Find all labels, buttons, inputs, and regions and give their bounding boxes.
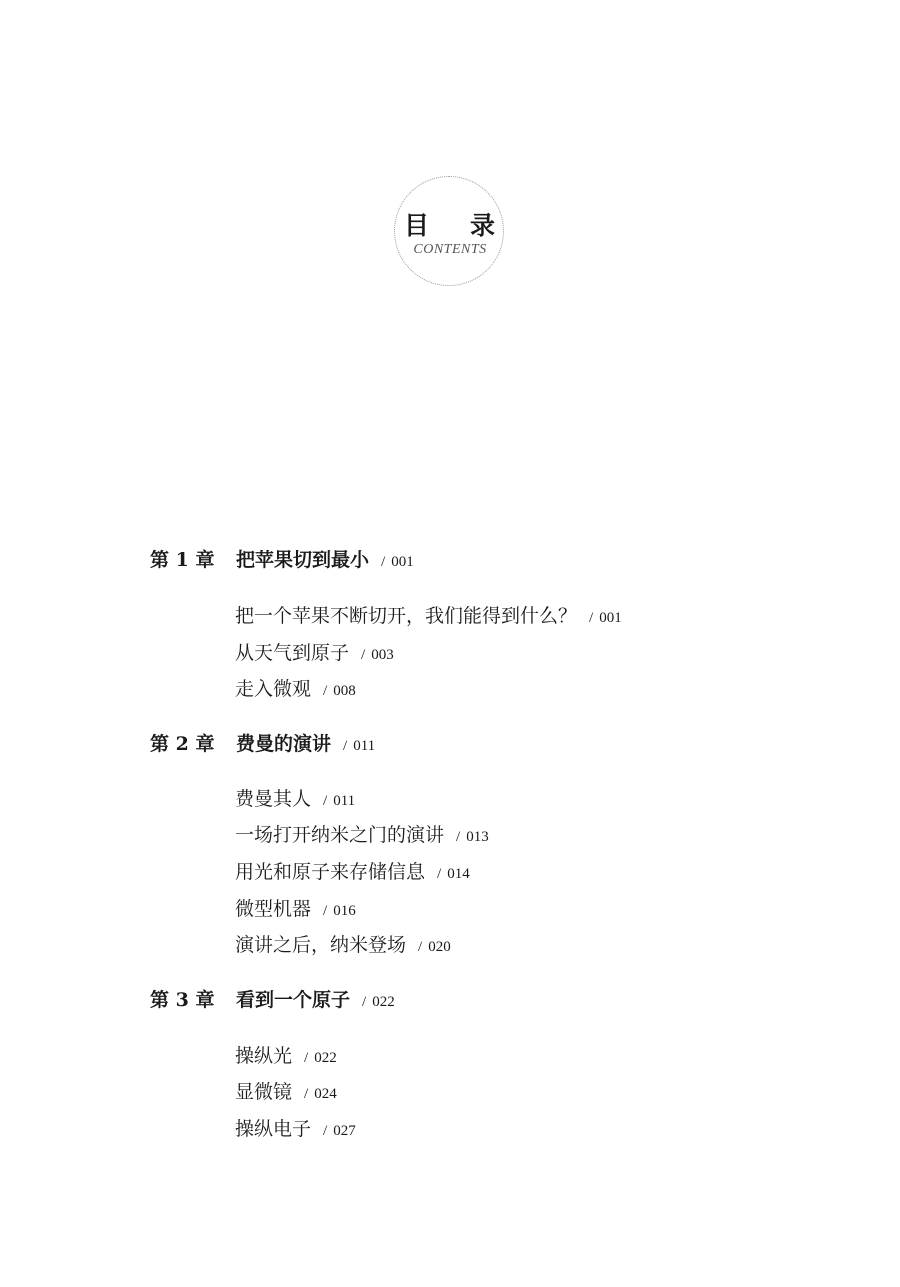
page-title-char-2: 录 [470,211,497,240]
toc-entry[interactable] [235,932,451,960]
toc-entry[interactable] [235,676,356,704]
toc-entry[interactable] [235,1116,356,1144]
chapter-number: 第 1 章 [150,549,215,571]
page-number: / 001 [589,610,622,626]
toc-entry[interactable] [235,640,394,668]
page-number: / 016 [323,903,356,919]
entry-title: 一场打开纳米之门的演讲 [235,824,445,846]
toc-entry[interactable] [235,786,355,814]
page-number: / 022 [304,1050,337,1066]
page-number: / 011 [323,793,356,809]
toc-entry[interactable] [235,603,622,631]
page-number: / 024 [304,1086,337,1102]
entry-title: 费曼其人 [235,788,312,810]
page-subtitle: CONTENTS [413,242,487,257]
entry-title: 操纵电子 [235,1118,312,1140]
page-number: / 027 [323,1123,356,1139]
chapter-2-heading[interactable] [150,731,375,759]
toc-entry[interactable] [235,1079,337,1107]
entry-title: 操纵光 [235,1045,293,1067]
entry-title: 演讲之后，纳米登场 [235,934,407,956]
chapter-3-heading[interactable] [150,987,395,1015]
entry-title: 从天气到原子 [235,642,350,664]
chapter-number: 第 2 章 [150,733,215,755]
page-number: / 001 [381,554,414,570]
toc-entry[interactable] [235,859,470,887]
entry-title: 显微镜 [235,1081,293,1103]
page-title-char-1: 目 [403,211,430,240]
chapter-title: 看到一个原子 [236,989,351,1011]
entry-title: 走入微观 [235,678,312,700]
chapter-number: 第 3 章 [150,989,215,1011]
page-title [0,206,900,242]
toc-entry[interactable] [235,896,356,924]
page-number: / 013 [456,829,489,845]
entry-title: 把一个苹果不断切开，我们能得到什么？ [235,605,578,627]
toc-entry[interactable] [235,1043,337,1071]
chapter-title: 费曼的演讲 [236,733,332,755]
page-number: / 008 [323,683,356,699]
page-number: / 011 [343,738,376,754]
chapter-title: 把苹果切到最小 [236,549,370,571]
page-number: / 020 [418,939,451,955]
toc-entry[interactable] [235,822,489,850]
entry-title: 用光和原子来存储信息 [235,861,426,883]
entry-title: 微型机器 [235,898,312,920]
page-number: / 014 [437,866,470,882]
page-number: / 022 [362,994,395,1010]
chapter-1-heading[interactable] [150,547,414,575]
page-number: / 003 [361,647,394,663]
